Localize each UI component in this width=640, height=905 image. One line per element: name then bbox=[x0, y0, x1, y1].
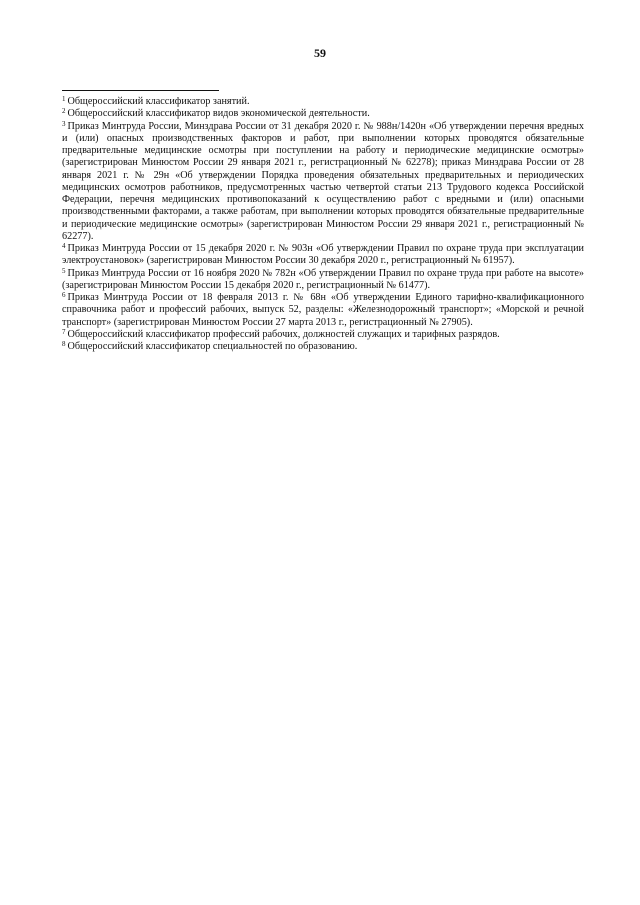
page-number: 59 bbox=[314, 46, 326, 60]
footnote-mark: 3 bbox=[62, 119, 66, 128]
footnote-mark: 4 bbox=[62, 242, 66, 250]
footnote-3 bbox=[62, 121, 584, 244]
footnotes-list bbox=[62, 96, 584, 353]
footnote-mark: 7 bbox=[62, 327, 66, 336]
footnote-text: Общероссийский классификатор занятий. bbox=[67, 96, 250, 107]
footnote-4 bbox=[62, 243, 584, 268]
footnote-5 bbox=[62, 268, 584, 293]
footnote-mark: 8 bbox=[62, 340, 66, 348]
footnote-7 bbox=[62, 329, 584, 341]
footnote-1 bbox=[62, 96, 584, 108]
footnote-text: Общероссийский классификатор профессий рабочих, должностей служащих и тарифных разрядов. bbox=[67, 328, 500, 340]
footnote-separator bbox=[62, 90, 219, 91]
footnote-text: Приказ Минтруда России от 15 декабря 2020 г. № 903н «Об утверждении Правил по охране труда при эксплуатации электроустановок» (зарегистрирован Минюстом России 30 декабря 2020 г., регистрационный № 61957). bbox=[62, 243, 584, 267]
footnote-mark: 1 bbox=[62, 95, 66, 103]
footnote-text: Общероссийский классификатор видов экономической деятельности. bbox=[67, 108, 370, 120]
footnote-mark: 5 bbox=[62, 266, 66, 275]
footnote-2 bbox=[62, 108, 584, 120]
footnote-text: Приказ Минтруда России от 18 февраля 2013 г. № 68н «Об утверждении Единого тарифно-квалификационного справочника работ и профессий рабочих, выпуск 52, разделы: «Железнодорожный транспорт»; «Морской и речной транспорт» (зарегистрирован Минюстом России 27 марта 2013 г., регистрационный № 27905). bbox=[62, 292, 584, 328]
footnote-mark: 6 bbox=[62, 291, 66, 299]
footnote-text: Общероссийский классификатор специальностей по образованию. bbox=[67, 341, 358, 352]
footnote-6 bbox=[62, 292, 584, 329]
footnote-8 bbox=[62, 341, 584, 353]
footnote-mark: 2 bbox=[62, 107, 66, 116]
footnote-text: Приказ Минтруда России от 16 ноября 2020 № 782н «Об утверждении Правил по охране труда при работе на высоте» (зарегистрирован Минюстом России 15 декабря 2020 г., регистрационный № 61477). bbox=[62, 267, 584, 291]
footnote-text: Приказ Минтруда России, Минздрава России от 31 декабря 2020 г. № 988н/1420н «Об утверждении перечня вредных и (или) опасных производственных факторов и работ, при выполнении которых проводятся обязательные предварительные медицинские осмотры при поступлении на работу и периодические медицинские осмотры» (зарегистрирован Минюстом России 29 января 2021 г., регистрационный № 62278); приказ Минздрава России от 28 января 2021 г. № 29н «Об утверждении Порядка проведения обязательных предварительных и периодических медицинских осмотров работников, предусмотренных частью четвертой статьи 213 Трудового кодекса Российской Федерации, перечня медицинских противопоказаний к осуществлению работ с вредными и (или) опасными производственными факторами, а также работам, при выполнении которых проводятся обязательные предварительные и периодические медицинские осмотры» (зарегистрирован Минюстом России 29 января 2021 г., регистрационный № 62277). bbox=[62, 120, 584, 242]
